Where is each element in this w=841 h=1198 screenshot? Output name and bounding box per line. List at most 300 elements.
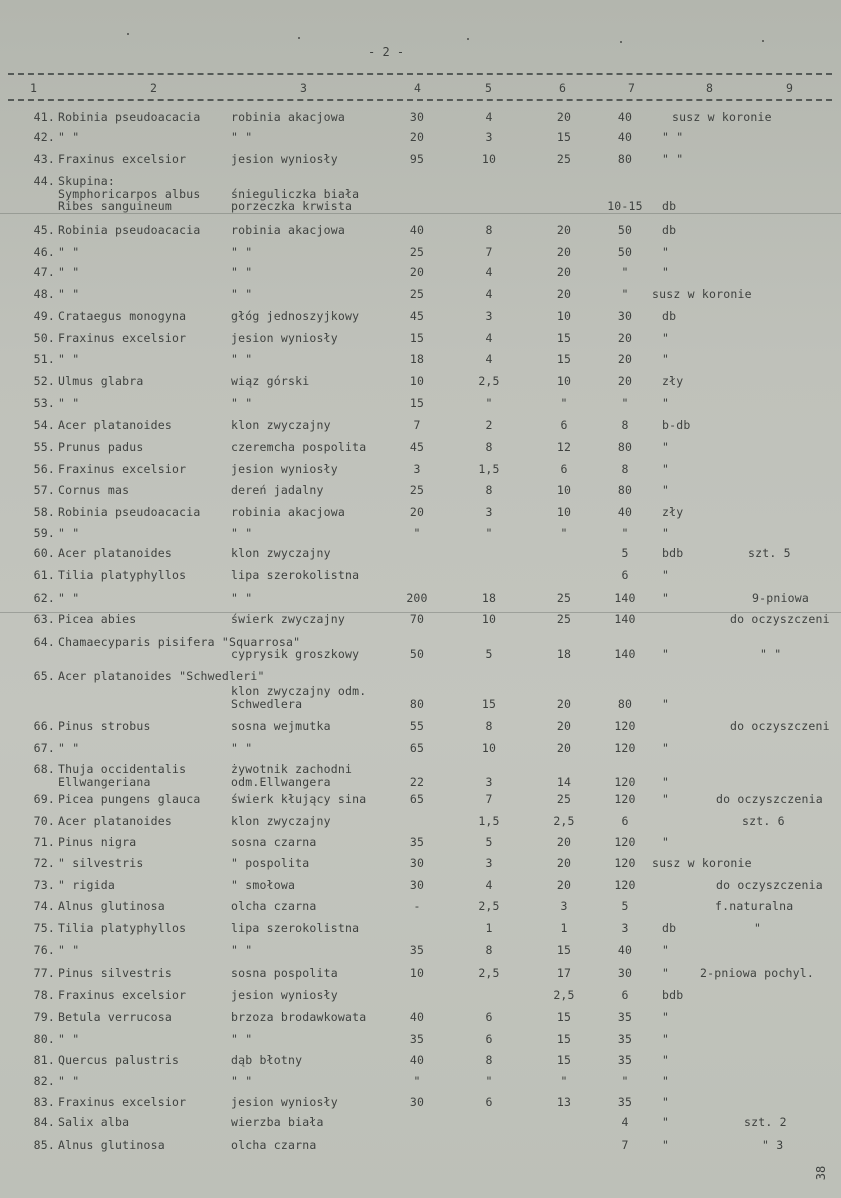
cell-c4: 35: [409, 943, 425, 957]
cell-c9: ": [754, 921, 762, 935]
cell-c8: ": [662, 331, 670, 345]
cell-c4: 15: [409, 396, 425, 410]
cell-c6: 15: [556, 943, 572, 957]
cell-no: 48.: [33, 287, 55, 301]
cell-no: 61.: [33, 568, 55, 582]
cell-polish: brzoza brodawkowata: [231, 1010, 367, 1024]
cell-c6: 6: [560, 418, 568, 432]
cell-c7: 40: [617, 505, 633, 519]
cell-c8: ": [662, 966, 670, 980]
cell-polish: " pospolita: [231, 856, 310, 870]
cell-c8: bdb: [662, 988, 684, 1002]
cell-c8: ": [662, 440, 670, 454]
cell-c7: 35: [617, 1032, 633, 1046]
cell-c5: 10: [481, 612, 497, 626]
cell-c7: 80: [617, 152, 633, 166]
cell-polish: jesion wyniosły: [231, 1095, 338, 1109]
column-header-6: 6: [559, 81, 566, 95]
cell-c6: 20: [556, 697, 572, 711]
speck: [620, 41, 622, 43]
cell-latin: Quercus palustris: [58, 1053, 180, 1067]
cell-c6: 3: [560, 899, 568, 913]
cell-c7: 40: [617, 943, 633, 957]
cell-latin: Fraxinus excelsior: [58, 1095, 187, 1109]
cell-c6: ": [560, 396, 568, 410]
cell-latin: Fraxinus excelsior: [58, 988, 187, 1002]
cell-no: 71.: [33, 835, 55, 849]
cell-c5: 2: [485, 418, 493, 432]
cell-polish: " ": [231, 245, 253, 259]
cell-latin: Ulmus glabra: [58, 374, 144, 388]
cell-no: 54.: [33, 418, 55, 432]
cell-polish: " ": [231, 265, 253, 279]
cell-c4: 30: [409, 1095, 425, 1109]
cell-latin: Thuja occidentalis: [58, 762, 187, 776]
cell-no: 66.: [33, 719, 55, 733]
cell-latin: " ": [58, 943, 80, 957]
cell-polish: jesion wyniosły: [231, 152, 338, 166]
cell-c6: 20: [556, 110, 572, 124]
cell-c4: 20: [409, 505, 425, 519]
cell-c4: -: [413, 899, 421, 913]
cell-c9: szt. 2: [744, 1115, 787, 1129]
cell-c7: 30: [617, 966, 633, 980]
cell-c6: 2,5: [553, 988, 575, 1002]
cell-polish: klon zwyczajny: [231, 546, 331, 560]
cell-c4: 95: [409, 152, 425, 166]
cell-c8: ": [662, 526, 670, 540]
cell-c6: 18: [556, 647, 572, 661]
cell-c8: ": [662, 568, 670, 582]
cell-polish: świerk zwyczajny: [231, 612, 345, 626]
cell-latin: " ": [58, 245, 80, 259]
cell-latin: " silvestris: [58, 856, 144, 870]
cell-no: 69.: [33, 792, 55, 806]
cell-c4: 25: [409, 245, 425, 259]
cell-polish: śnieguliczka biała: [231, 187, 360, 201]
cell-c6: 17: [556, 966, 572, 980]
cell-latin: Alnus glutinosa: [58, 899, 165, 913]
cell-c4: ": [413, 1074, 421, 1088]
cell-polish: " ": [231, 352, 253, 366]
cell-c5: 8: [485, 943, 493, 957]
cell-c6: 15: [556, 1053, 572, 1067]
cell-c4: 45: [409, 440, 425, 454]
cell-latin: Symphoricarpos albus: [58, 187, 201, 201]
cell-latin: " ": [58, 591, 80, 605]
cell-no: 58.: [33, 505, 55, 519]
cell-polish: " ": [231, 591, 253, 605]
cell-latin: Ribes sanguineum: [58, 199, 172, 213]
cell-c7: ": [621, 526, 629, 540]
cell-latin: Cornus mas: [58, 483, 130, 497]
cell-c7: ": [621, 1074, 629, 1088]
cell-latin: " ": [58, 396, 80, 410]
cell-c6: 13: [556, 1095, 572, 1109]
cell-polish: wiąz górski: [231, 374, 310, 388]
cell-c5: 10: [481, 152, 497, 166]
cell-c7: 120: [614, 878, 636, 892]
cell-c4: 80: [409, 697, 425, 711]
header-rule-bottom: [8, 99, 832, 101]
cell-c8: bdb: [662, 546, 684, 560]
cell-c6: 25: [556, 612, 572, 626]
cell-polish: lipa szerokolistna: [231, 921, 360, 935]
cell-no: 68.: [33, 762, 55, 776]
cell-polish: porzeczka krwista: [231, 199, 353, 213]
cell-no: 49.: [33, 309, 55, 323]
cell-c4: 20: [409, 130, 425, 144]
cell-c9: szt. 6: [742, 814, 785, 828]
cell-c8: ": [662, 265, 670, 279]
cell-c8: db: [662, 921, 677, 935]
cell-c5: 10: [481, 741, 497, 755]
cell-c9: " 3: [762, 1138, 784, 1152]
cell-polish: wierzba biała: [231, 1115, 324, 1129]
cell-c8: ": [662, 352, 670, 366]
cell-c7: ": [621, 265, 629, 279]
cell-c7: 120: [614, 775, 636, 789]
cell-c6: 25: [556, 792, 572, 806]
cell-c7: ": [621, 287, 629, 301]
cell-c5: 7: [485, 245, 493, 259]
cell-c5: 8: [485, 719, 493, 733]
cell-c7: ": [621, 396, 629, 410]
cell-latin: Robinia pseudoacacia: [58, 110, 201, 124]
cell-c5: 3: [485, 309, 493, 323]
column-header-9: 9: [786, 81, 793, 95]
cell-polish: olcha czarna: [231, 899, 317, 913]
cell-c7: 6: [621, 568, 629, 582]
cell-c4: 15: [409, 331, 425, 345]
cell-c4: 50: [409, 647, 425, 661]
cell-latin: Acer platanoides: [58, 418, 172, 432]
cell-c7: 20: [617, 352, 633, 366]
cell-no: 73.: [33, 878, 55, 892]
cell-polish: żywotnik zachodni: [231, 762, 353, 776]
cell-polish: dereń jadalny: [231, 483, 324, 497]
cell-c4: 10: [409, 374, 425, 388]
cell-latin: Fraxinus excelsior: [58, 462, 187, 476]
cell-c6: 20: [556, 223, 572, 237]
cell-c8: ": [662, 1032, 670, 1046]
cell-c5: 1: [485, 921, 493, 935]
cell-c8: ": [662, 1138, 670, 1152]
cell-c6: 6: [560, 462, 568, 476]
cell-latin: Tilia platyphyllos: [58, 921, 187, 935]
cell-c6: 20: [556, 878, 572, 892]
cell-polish: dąb błotny: [231, 1053, 303, 1067]
cell-c8: db: [662, 223, 677, 237]
cell-c8: ": [662, 462, 670, 476]
cell-c4: 40: [409, 1053, 425, 1067]
cell-no: 59.: [33, 526, 55, 540]
cell-polish: cyprysik groszkowy: [231, 647, 360, 661]
cell-c5: 2,5: [478, 374, 500, 388]
cell-polish: klon zwyczajny: [231, 418, 331, 432]
cell-c7: 140: [614, 647, 636, 661]
cell-c4: 65: [409, 792, 425, 806]
cell-c9: f.naturalna: [715, 899, 794, 913]
cell-c6: 10: [556, 483, 572, 497]
cell-c8: ": [662, 775, 670, 789]
cell-c4: ": [413, 526, 421, 540]
cell-latin: Salix alba: [58, 1115, 130, 1129]
cell-c9: do oczyszczeni: [730, 719, 830, 733]
cell-c6: 15: [556, 130, 572, 144]
cell-c7: 120: [614, 792, 636, 806]
cell-c8: ": [662, 741, 670, 755]
cell-latin: Chamaecyparis pisifera "Squarrosa": [58, 635, 301, 649]
cell-no: 64.: [33, 635, 55, 649]
column-header-1: 1: [30, 81, 37, 95]
cell-c5: 8: [485, 483, 493, 497]
cell-c7: 3: [621, 921, 629, 935]
cell-c8: ": [662, 1095, 670, 1109]
cell-c7: 5: [621, 546, 629, 560]
cell-no: 70.: [33, 814, 55, 828]
cell-c5: 5: [485, 647, 493, 661]
cell-c6: 20: [556, 287, 572, 301]
cell-c7: 80: [617, 440, 633, 454]
cell-no: 82.: [33, 1074, 55, 1088]
speck: [127, 33, 129, 35]
column-header-4: 4: [414, 81, 421, 95]
cell-latin: " ": [58, 265, 80, 279]
cell-c6: 2,5: [553, 814, 575, 828]
cell-no: 83.: [33, 1095, 55, 1109]
cell-latin: Tilia platyphyllos: [58, 568, 187, 582]
cell-polish: " ": [231, 741, 253, 755]
cell-c6: 10: [556, 505, 572, 519]
cell-c8: susz w koronie: [652, 287, 752, 301]
cell-c6: 20: [556, 835, 572, 849]
cell-no: 55.: [33, 440, 55, 454]
cell-c7: 35: [617, 1010, 633, 1024]
cell-c7: 120: [614, 835, 636, 849]
cell-latin: " ": [58, 1032, 80, 1046]
cell-c6: 1: [560, 921, 568, 935]
cell-polish: lipa szerokolistna: [231, 568, 360, 582]
cell-polish: " ": [231, 130, 253, 144]
cell-c4: 25: [409, 483, 425, 497]
cell-c8: " ": [662, 130, 684, 144]
cell-c6: 20: [556, 245, 572, 259]
cell-c5: 4: [485, 352, 493, 366]
cell-c4: 22: [409, 775, 425, 789]
cell-c8: ": [662, 396, 670, 410]
cell-latin: " ": [58, 741, 80, 755]
cell-c9: do oczyszczeni: [730, 612, 830, 626]
cell-no: 67.: [33, 741, 55, 755]
cell-c4: 7: [413, 418, 421, 432]
page-number: - 2 -: [368, 45, 405, 59]
column-header-3: 3: [300, 81, 307, 95]
cell-no: 41.: [33, 110, 55, 124]
cell-c8: ": [662, 1115, 670, 1129]
speck: [298, 37, 300, 39]
cell-latin: Pinus nigra: [58, 835, 137, 849]
cell-c4: 45: [409, 309, 425, 323]
cell-polish: klon zwyczajny: [231, 814, 331, 828]
cell-c9: do oczyszczenia: [716, 878, 823, 892]
cell-polish: " ": [231, 287, 253, 301]
cell-latin: Prunus padus: [58, 440, 144, 454]
cell-c5: 8: [485, 1053, 493, 1067]
cell-c7: 8: [621, 462, 629, 476]
cell-c7: 6: [621, 988, 629, 1002]
cell-c7: 35: [617, 1053, 633, 1067]
cell-latin: Ellwangeriana: [58, 775, 151, 789]
cell-latin: Robinia pseudoacacia: [58, 505, 201, 519]
cell-polish: " ": [231, 1074, 253, 1088]
cell-c7: 20: [617, 374, 633, 388]
cell-c7: 50: [617, 223, 633, 237]
cell-c5: 3: [485, 130, 493, 144]
speck: [762, 40, 764, 42]
cell-c5: 5: [485, 835, 493, 849]
column-header-5: 5: [485, 81, 492, 95]
cell-latin: " ": [58, 130, 80, 144]
cell-c6: 15: [556, 1032, 572, 1046]
cell-no: 79.: [33, 1010, 55, 1024]
cell-no: 74.: [33, 899, 55, 913]
cell-latin: " ": [58, 526, 80, 540]
cell-c7: 40: [617, 110, 633, 124]
cell-c8: b-db: [662, 418, 691, 432]
cell-c5: 15: [481, 697, 497, 711]
cell-c4: 35: [409, 835, 425, 849]
cell-c5: 4: [485, 878, 493, 892]
cell-no: 75.: [33, 921, 55, 935]
cell-c8: ": [662, 943, 670, 957]
cell-c5: ": [485, 396, 493, 410]
cell-latin: Acer platanoides: [58, 546, 172, 560]
cell-polish: jesion wyniosły: [231, 331, 338, 345]
cell-c8: db: [662, 199, 677, 213]
cell-c5: 2,5: [478, 966, 500, 980]
cell-c4: 10: [409, 966, 425, 980]
cell-c8: ": [662, 697, 670, 711]
cell-c4: 30: [409, 878, 425, 892]
cell-c7: 10-15: [607, 199, 643, 213]
cell-c6: 12: [556, 440, 572, 454]
cell-c7: 20: [617, 331, 633, 345]
cell-polish: " ": [231, 526, 253, 540]
cell-c5: 4: [485, 110, 493, 124]
cell-latin: Acer platanoides: [58, 814, 172, 828]
cell-no: 78.: [33, 988, 55, 1002]
cell-latin: Acer platanoides "Schwedleri": [58, 669, 265, 683]
cell-no: 42.: [33, 130, 55, 144]
cell-c4: 55: [409, 719, 425, 733]
cell-c5: 8: [485, 223, 493, 237]
cell-c9: do oczyszczenia: [716, 792, 823, 806]
cell-no: 85.: [33, 1138, 55, 1152]
cell-polish: czeremcha pospolita: [231, 440, 367, 454]
cell-latin: Fraxinus excelsior: [58, 331, 187, 345]
cell-no: 76.: [33, 943, 55, 957]
cell-c5: 8: [485, 440, 493, 454]
column-header-2: 2: [150, 81, 157, 95]
cell-c4: 30: [409, 110, 425, 124]
cell-c5: 4: [485, 287, 493, 301]
cell-c6: 20: [556, 719, 572, 733]
cell-no: 50.: [33, 331, 55, 345]
cell-no: 84.: [33, 1115, 55, 1129]
cell-c5: 1,5: [478, 814, 500, 828]
cell-no: 81.: [33, 1053, 55, 1067]
cell-c9: 2-pniowa pochyl.: [700, 966, 814, 980]
cell-no: 46.: [33, 245, 55, 259]
cell-c5: ": [485, 1074, 493, 1088]
cell-c9: szt. 5: [748, 546, 791, 560]
cell-c7: 120: [614, 856, 636, 870]
cell-c6: 25: [556, 152, 572, 166]
cell-c8: susz w koronie: [672, 110, 772, 124]
cell-c7: 35: [617, 1095, 633, 1109]
cell-polish: " ": [231, 943, 253, 957]
cell-c6: 14: [556, 775, 572, 789]
cell-c5: 7: [485, 792, 493, 806]
cell-no: 51.: [33, 352, 55, 366]
cell-latin: Fraxinus excelsior: [58, 152, 187, 166]
column-header-8: 8: [706, 81, 713, 95]
cell-c4: 30: [409, 856, 425, 870]
cell-c6: 15: [556, 352, 572, 366]
cell-c7: 8: [621, 418, 629, 432]
cell-c8: ": [662, 1053, 670, 1067]
cell-c8: db: [662, 309, 677, 323]
cell-c9: " ": [760, 647, 782, 661]
cell-c4: 70: [409, 612, 425, 626]
cell-c7: 120: [614, 719, 636, 733]
cell-c6: ": [560, 526, 568, 540]
cell-c8: ": [662, 1010, 670, 1024]
cell-polish: jesion wyniosły: [231, 988, 338, 1002]
cell-latin: " rigida: [58, 878, 115, 892]
speck: [467, 38, 469, 40]
cell-latin: Betula verrucosa: [58, 1010, 172, 1024]
cell-c8: ": [662, 591, 670, 605]
paper-fold-line: [0, 213, 841, 214]
cell-c5: 6: [485, 1010, 493, 1024]
cell-polish: " smołowa: [231, 878, 296, 892]
cell-no: 56.: [33, 462, 55, 476]
column-header-7: 7: [628, 81, 635, 95]
cell-c4: 200: [406, 591, 428, 605]
cell-c6: 20: [556, 265, 572, 279]
cell-c6: 15: [556, 331, 572, 345]
cell-no: 57.: [33, 483, 55, 497]
cell-c5: 18: [481, 591, 497, 605]
cell-no: 53.: [33, 396, 55, 410]
cell-polish: klon zwyczajny odm.: [231, 684, 367, 698]
cell-c6: 10: [556, 309, 572, 323]
cell-c4: 40: [409, 1010, 425, 1024]
cell-c8: " ": [662, 152, 684, 166]
cell-latin: Alnus glutinosa: [58, 1138, 165, 1152]
cell-polish: odm.Ellwangera: [231, 775, 331, 789]
cell-latin: " ": [58, 287, 80, 301]
cell-c5: 2,5: [478, 899, 500, 913]
cell-c4: 40: [409, 223, 425, 237]
cell-latin: Picea abies: [58, 612, 137, 626]
cell-c5: 1,5: [478, 462, 500, 476]
cell-c6: 20: [556, 856, 572, 870]
cell-c6: ": [560, 1074, 568, 1088]
cell-c5: ": [485, 526, 493, 540]
